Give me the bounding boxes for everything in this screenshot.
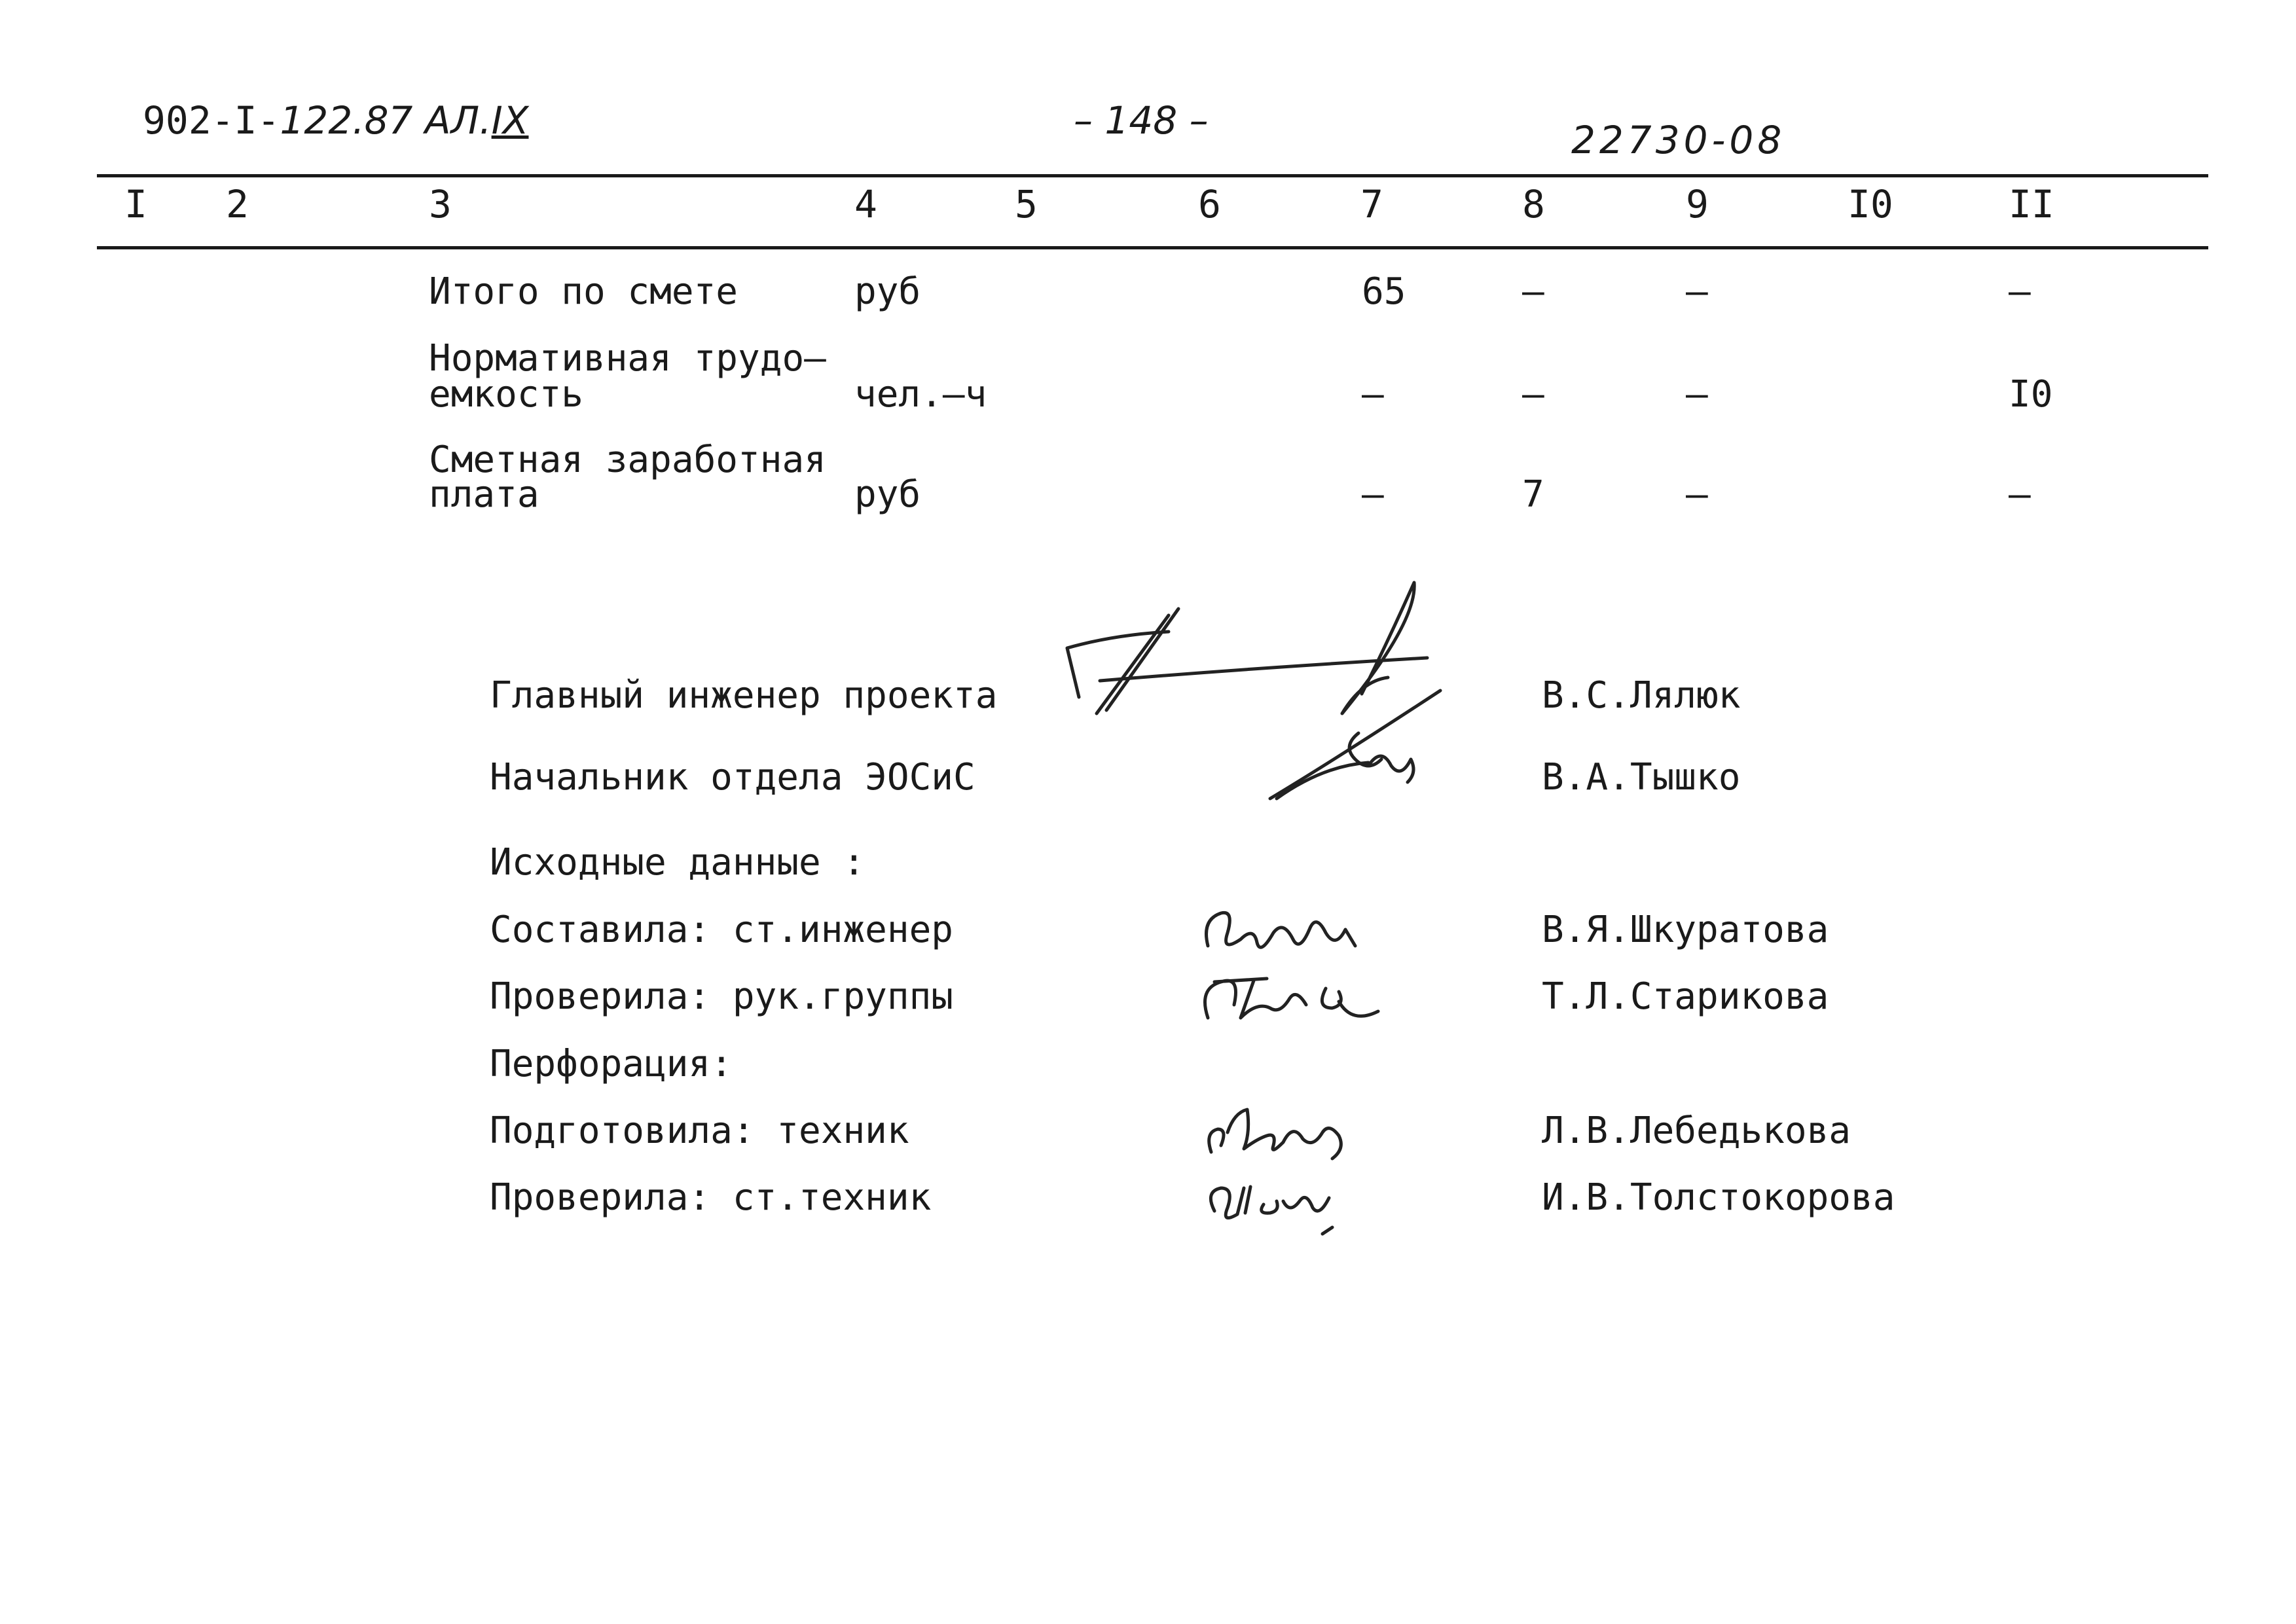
- row-1-unit: руб: [854, 270, 921, 313]
- row-1-col9: –: [1686, 270, 1708, 313]
- signature-label-checked-by-tech: Проверила: ст.техник: [490, 1176, 932, 1219]
- signature-label-compiled-by: Составила: ст.инженер: [490, 909, 954, 951]
- table-header-rule: [97, 246, 2208, 249]
- row-3-col7: –: [1362, 473, 1384, 516]
- row-1-col7: 65: [1362, 270, 1406, 313]
- column-number-1: I: [124, 182, 147, 226]
- document-code-printed: 902-I-: [143, 98, 280, 143]
- row-1-name: Итого по смете: [429, 270, 738, 313]
- handwritten-signature-checked-by-tech: [1198, 1162, 1368, 1240]
- row-2-name-line2: емкость: [429, 373, 584, 416]
- signer-name-compiled-by: В.Я.Шкуратова: [1542, 909, 1829, 951]
- column-number-8: 8: [1522, 182, 1545, 226]
- document-code-roman: IX: [491, 98, 529, 143]
- handwritten-signature-compiled-by: [1195, 893, 1378, 965]
- column-number-7: 7: [1360, 182, 1383, 226]
- row-2-col9: –: [1686, 373, 1708, 416]
- column-number-5: 5: [1015, 182, 1038, 226]
- row-2-col11: I0: [2009, 373, 2053, 416]
- row-2-col8: –: [1522, 373, 1544, 416]
- signer-name-prepared-by: Л.В.Лебедькова: [1542, 1110, 1851, 1152]
- row-3-unit: руб: [854, 473, 921, 516]
- signer-name-checked-by-group: Т.Л.Старикова: [1542, 975, 1829, 1018]
- column-number-10: I0: [1848, 182, 1893, 226]
- document-code-handwritten: 122.87 АЛ.: [280, 98, 492, 143]
- signer-name-checked-by-tech: И.В.Толстокорова: [1542, 1176, 1895, 1219]
- row-3-col8: 7: [1522, 473, 1544, 516]
- row-3-col9: –: [1686, 473, 1708, 516]
- row-2-unit: чел.–ч: [854, 373, 987, 416]
- signer-name-department-head: В.А.Тышко: [1542, 756, 1741, 799]
- signature-label-prepared-by: Подготовила: техник: [490, 1110, 909, 1152]
- row-2-name-line1: Нормативная трудо–: [429, 337, 826, 380]
- inventory-number: 22730-08: [1571, 118, 1786, 162]
- signer-name-chief-engineer: В.С.Лялюк: [1542, 674, 1741, 717]
- section-label-perforation: Перфорация:: [490, 1043, 733, 1085]
- row-1-col11: –: [2009, 270, 2031, 313]
- signature-label-chief-engineer: Главный инженер проекта: [490, 674, 998, 717]
- column-number-9: 9: [1686, 182, 1709, 226]
- column-number-6: 6: [1198, 182, 1221, 226]
- column-number-3: 3: [429, 182, 452, 226]
- row-1-col8: –: [1522, 270, 1544, 313]
- row-3-name-line1: Сметная заработная: [429, 439, 826, 481]
- section-label-source-data: Исходные данные :: [490, 841, 866, 884]
- document-code: [143, 98, 528, 143]
- row-2-col7: –: [1362, 373, 1384, 416]
- table-top-rule: [97, 174, 2208, 177]
- signature-label-checked-by-group: Проверила: рук.группы: [490, 975, 954, 1018]
- column-number-4: 4: [854, 182, 877, 226]
- page-number: – 148 –: [1074, 98, 1209, 143]
- column-number-2: 2: [226, 182, 249, 226]
- handwritten-signature-prepared-by: [1198, 1093, 1368, 1165]
- handwritten-signature-department-head: [1270, 720, 1480, 812]
- row-3-col11: –: [2009, 473, 2031, 516]
- row-3-name-line2: плата: [429, 473, 539, 516]
- handwritten-signature-checked-by-group: [1195, 962, 1391, 1034]
- signature-label-department-head: Начальник отдела ЭОСиС: [490, 756, 975, 799]
- column-number-11: II: [2009, 182, 2054, 226]
